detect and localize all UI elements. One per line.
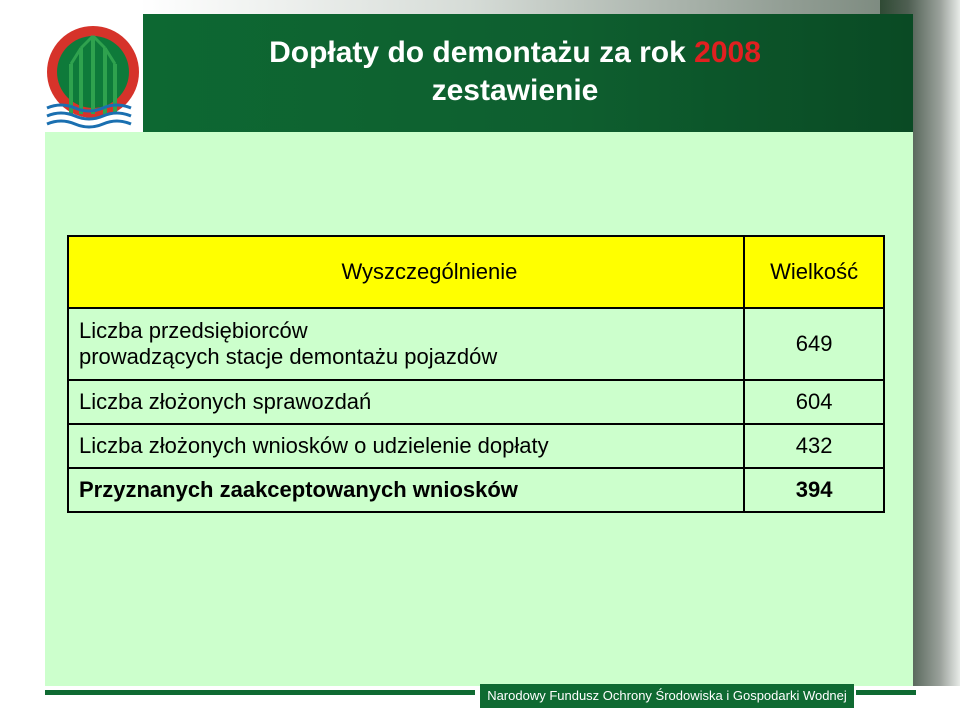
header-description: Wyszczególnienie bbox=[68, 236, 744, 308]
nfosigw-logo-icon bbox=[45, 14, 143, 132]
title-line1: Dopłaty do demontażu za rok bbox=[269, 36, 686, 69]
table-row bbox=[68, 308, 884, 380]
title-year: 2008 bbox=[694, 36, 761, 69]
logo-svg bbox=[45, 14, 143, 132]
table-row bbox=[68, 380, 884, 424]
row-label: Liczba złożonych sprawozdań bbox=[68, 380, 744, 424]
header-value: Wielkość bbox=[744, 236, 884, 308]
table-row bbox=[68, 424, 884, 468]
footer-line-left bbox=[45, 690, 475, 695]
row-value: 649 bbox=[744, 308, 884, 380]
slide-title bbox=[150, 34, 880, 110]
row-value: 432 bbox=[744, 424, 884, 468]
table-header-row bbox=[68, 236, 884, 308]
row-value: 604 bbox=[744, 380, 884, 424]
row-label: Przyznanych zaakceptowanych wniosków bbox=[68, 468, 744, 512]
table-row bbox=[68, 468, 884, 512]
top-frame bbox=[140, 0, 960, 14]
footer-organization: Narodowy Fundusz Ochrony Środowiska i Gospodarki Wodnej bbox=[480, 684, 854, 708]
row-label bbox=[68, 308, 744, 380]
row-label: Liczba złożonych wniosków o udzielenie dopłaty bbox=[68, 424, 744, 468]
row-label-line2: prowadzących stacje demontażu pojazdów bbox=[79, 344, 498, 369]
row-label-line1: Liczba przedsiębiorców bbox=[79, 318, 308, 343]
footer-line-right bbox=[856, 690, 916, 695]
summary-table bbox=[67, 235, 885, 513]
row-value: 394 bbox=[744, 468, 884, 512]
title-line2: zestawienie bbox=[431, 74, 599, 107]
